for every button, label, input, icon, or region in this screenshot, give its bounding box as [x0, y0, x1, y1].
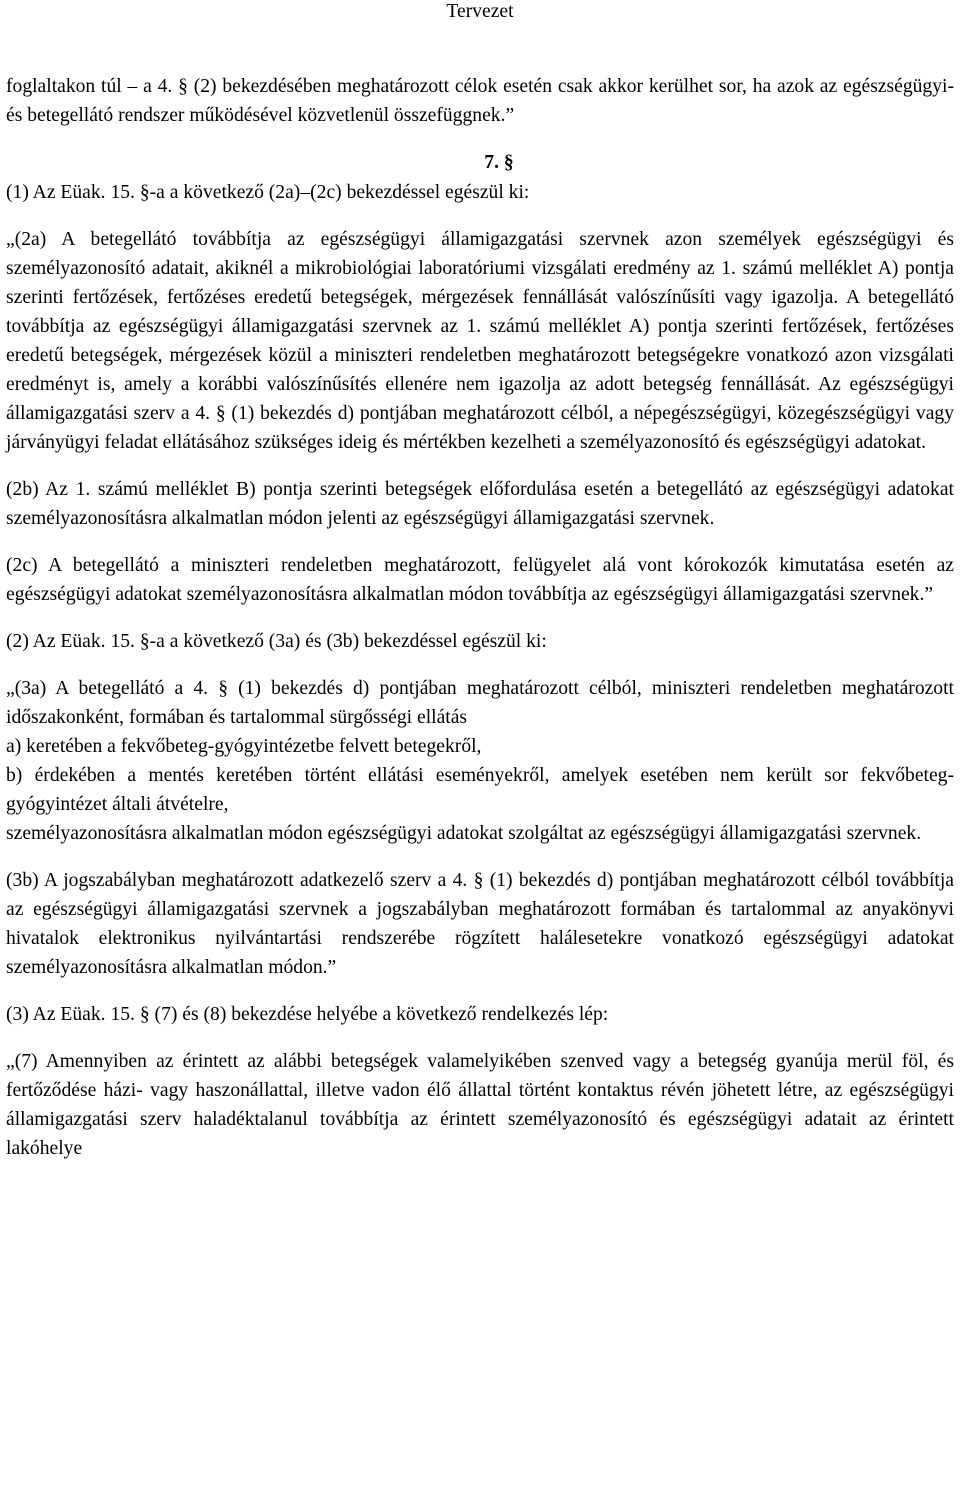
amendment-1-intro: (1) Az Eüak. 15. §-a a következő (2a)–(2c) bekezdéssel egészül ki:	[6, 182, 530, 203]
paragraph-7: „(7) Amennyiben az érintett az alábbi betegségek valamelyikében szenved vagy a betegség gyanúja merül föl, és fertőződése házi- vagy haszonállattal, illetve vadon élő állattal történt kontaktus révén jöhetett létre, az egészségügyi államigazgatási szerv haladéktalanul továbbítja az érintett személyazonosító és egészségügyi adatait az érintett lakóhelye	[6, 1051, 954, 1159]
paragraph-3a-closing: személyazonosításra alkalmatlan módon egészségügyi adatokat szolgáltat az egészségügyi államigazgatási szervnek.	[6, 823, 922, 844]
section-heading: 7. §	[484, 152, 514, 173]
amendment-2-intro: (2) Az Eüak. 15. §-a a következő (3a) és (3b) bekezdéssel egészül ki:	[6, 631, 547, 652]
paragraph-2a: „(2a) A betegellátó továbbítja az egészségügyi államigazgatási szervnek azon személyek egészségügyi és személyazonosító adatait, akiknél a mikrobiológiai laboratóriumi vizsgálati eredmény az 1. számú melléklet A) pontja szerinti fertőzések, fertőzéses eredetű betegségek, mérgezések fennállását valószínűsíti vagy igazolja. A betegellátó továbbítja az egészségügyi államigazgatási szervnek az 1. számú melléklet A) pontja szerinti fertőzések, fertőzéses eredetű betegségek, mérgezések közül a miniszteri rendeletben meghatározott betegségekre vonatkozó azon vizsgálati eredményt is, amely a korábbi valószínűsítés ellenére nem igazolja az adott betegség fennállását. Az egészségügyi államigazgatási szerv a 4. § (1) bekezdés d) pontjában meghatározott célból, a népegészségügyi, közegészségügyi vagy járványügyi feladat ellátásához szükséges ideig és mértékben kezelheti a személyazonosító és egészségügyi adatokat.	[6, 229, 954, 453]
paragraph-2c: (2c) A betegellátó a miniszteri rendeletben meghatározott, felügyelet alá vont kórokozók kimutatása esetén az egészségügyi adatokat személyazonosításra alkalmatlan módon továbbítja az egészségügyi államigazgatási szervnek.”	[6, 555, 954, 605]
amendment-3-intro: (3) Az Eüak. 15. § (7) és (8) bekezdése helyébe a következő rendelkezés lép:	[6, 1004, 609, 1025]
paragraph-3a-point-b: b) érdekében a mentés keretében történt ellátási eseményekről, amelyek esetében nem került sor fekvőbeteg-gyógyintézet általi átvételre,	[6, 765, 954, 815]
document-header: Tervezet	[446, 1, 514, 22]
paragraph-3a: „(3a) A betegellátó a 4. § (1) bekezdés d) pontjában meghatározott célból, miniszteri rendeletben meghatározott időszakonként, formában és tartalommal sürgősségi ellátás	[6, 678, 954, 728]
paragraph-3b: (3b) A jogszabályban meghatározott adatkezelő szerv a 4. § (1) bekezdés d) pontjában meghatározott célból továbbítja az egészségügyi államigazgatási szervnek a jogszabályban meghatározott formában és tartalommal az anyakönyvi hivatalok elektronikus nyilvántartási rendszerébe rögzített halálesetekre vonatkozó egészségügyi adatokat személyazonosításra alkalmatlan módon.”	[6, 870, 954, 978]
paragraph-continuation: foglaltakon túl – a 4. § (2) bekezdésében meghatározott célok esetén csak akkor kerülhet sor, ha azok az egészségügyi- és betegellátó rendszer működésével közvetlenül összefüggnek.”	[6, 76, 954, 126]
document-body	[6, 72, 954, 1181]
paragraph-2b: (2b) Az 1. számú melléklet B) pontja szerinti betegségek előfordulása esetén a betegellátó az egészségügyi adatokat személyazonosításra alkalmatlan módon jelenti az egészségügyi államigazgatási szervnek.	[6, 479, 954, 529]
paragraph-3a-point-a: a) keretében a fekvőbeteg-gyógyintézetbe felvett betegekről,	[6, 736, 482, 757]
